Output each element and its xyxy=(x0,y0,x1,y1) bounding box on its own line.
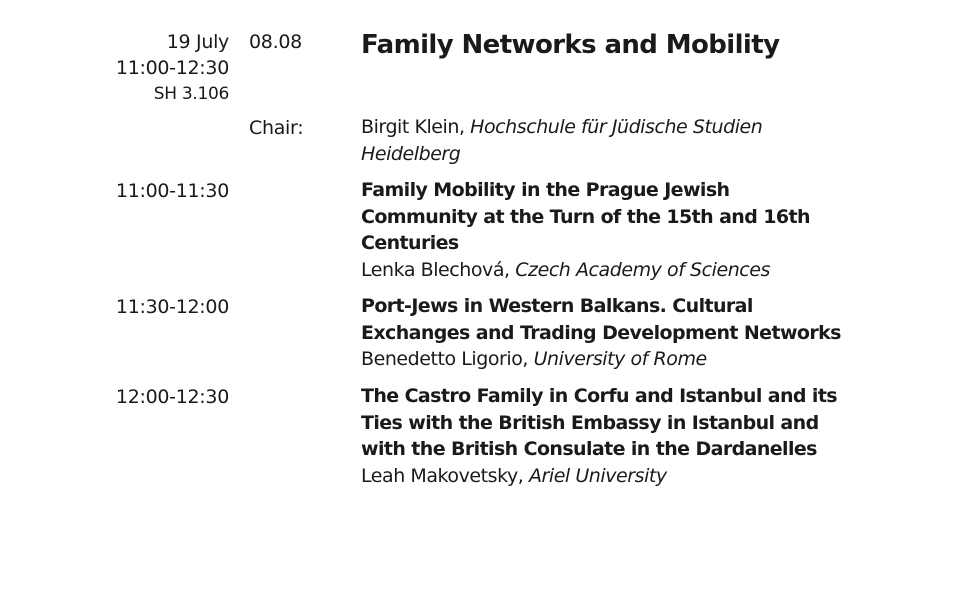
talk-title-line: The Castro Family in Corfu and Istanbul and its xyxy=(361,385,838,407)
talk-speaker: Leah Makovetsky xyxy=(361,464,518,487)
chair-line-1 xyxy=(361,114,881,141)
talk-title-line: Port-Jews in Western Balkans. Cultural xyxy=(361,295,753,317)
session-time: 11:00-12:30 xyxy=(115,57,229,79)
talk-title-line: Ties with the British Embassy in Istanbul and xyxy=(361,411,819,434)
talk-title-line: Community at the Turn of the 15th and 16th xyxy=(361,205,810,228)
talk-time: 12:00-12:30 xyxy=(115,386,229,408)
chair-name: Birgit Klein xyxy=(361,116,459,138)
chair-affiliation: Hochschule für Jüdische Studien xyxy=(470,116,763,138)
talk-speaker: Benedetto Ligorio xyxy=(361,348,523,370)
talk-entry xyxy=(361,383,881,489)
talk-speaker-line xyxy=(361,346,881,373)
speaker-separator: , xyxy=(504,258,516,281)
talk-title-line: Exchanges and Trading Development Networks xyxy=(361,321,841,344)
chair-label: Chair: xyxy=(249,117,304,139)
speaker-separator: , xyxy=(517,464,529,487)
talk-title-line: Family Mobility in the Prague Jewish xyxy=(361,179,730,201)
talk-speaker-line xyxy=(361,463,881,490)
speaker-separator: , xyxy=(522,348,534,370)
session-number: 08.08 xyxy=(249,31,302,53)
session-title: Family Networks and Mobility xyxy=(361,30,780,60)
talk-affiliation: Czech Academy of Sciences xyxy=(515,258,770,281)
talk-time: 11:00-11:30 xyxy=(115,180,229,202)
chair-affiliation-continued: Heidelberg xyxy=(361,143,461,165)
session-date: 19 July xyxy=(166,31,229,53)
talk-entry xyxy=(361,177,881,283)
session-room: SH 3.106 xyxy=(153,84,229,104)
talk-speaker-line xyxy=(361,257,881,284)
talk-speaker: Lenka Blechová xyxy=(361,258,505,281)
talk-title-line: with the British Consulate in the Dardanelles xyxy=(361,438,817,460)
talk-title-line: Centuries xyxy=(361,232,459,254)
talk-entry xyxy=(361,293,881,373)
talk-time: 11:30-12:00 xyxy=(115,296,229,318)
talk-affiliation: Ariel University xyxy=(528,464,667,487)
chair-separator: , xyxy=(458,116,471,138)
talk-affiliation: University of Rome xyxy=(533,348,707,370)
